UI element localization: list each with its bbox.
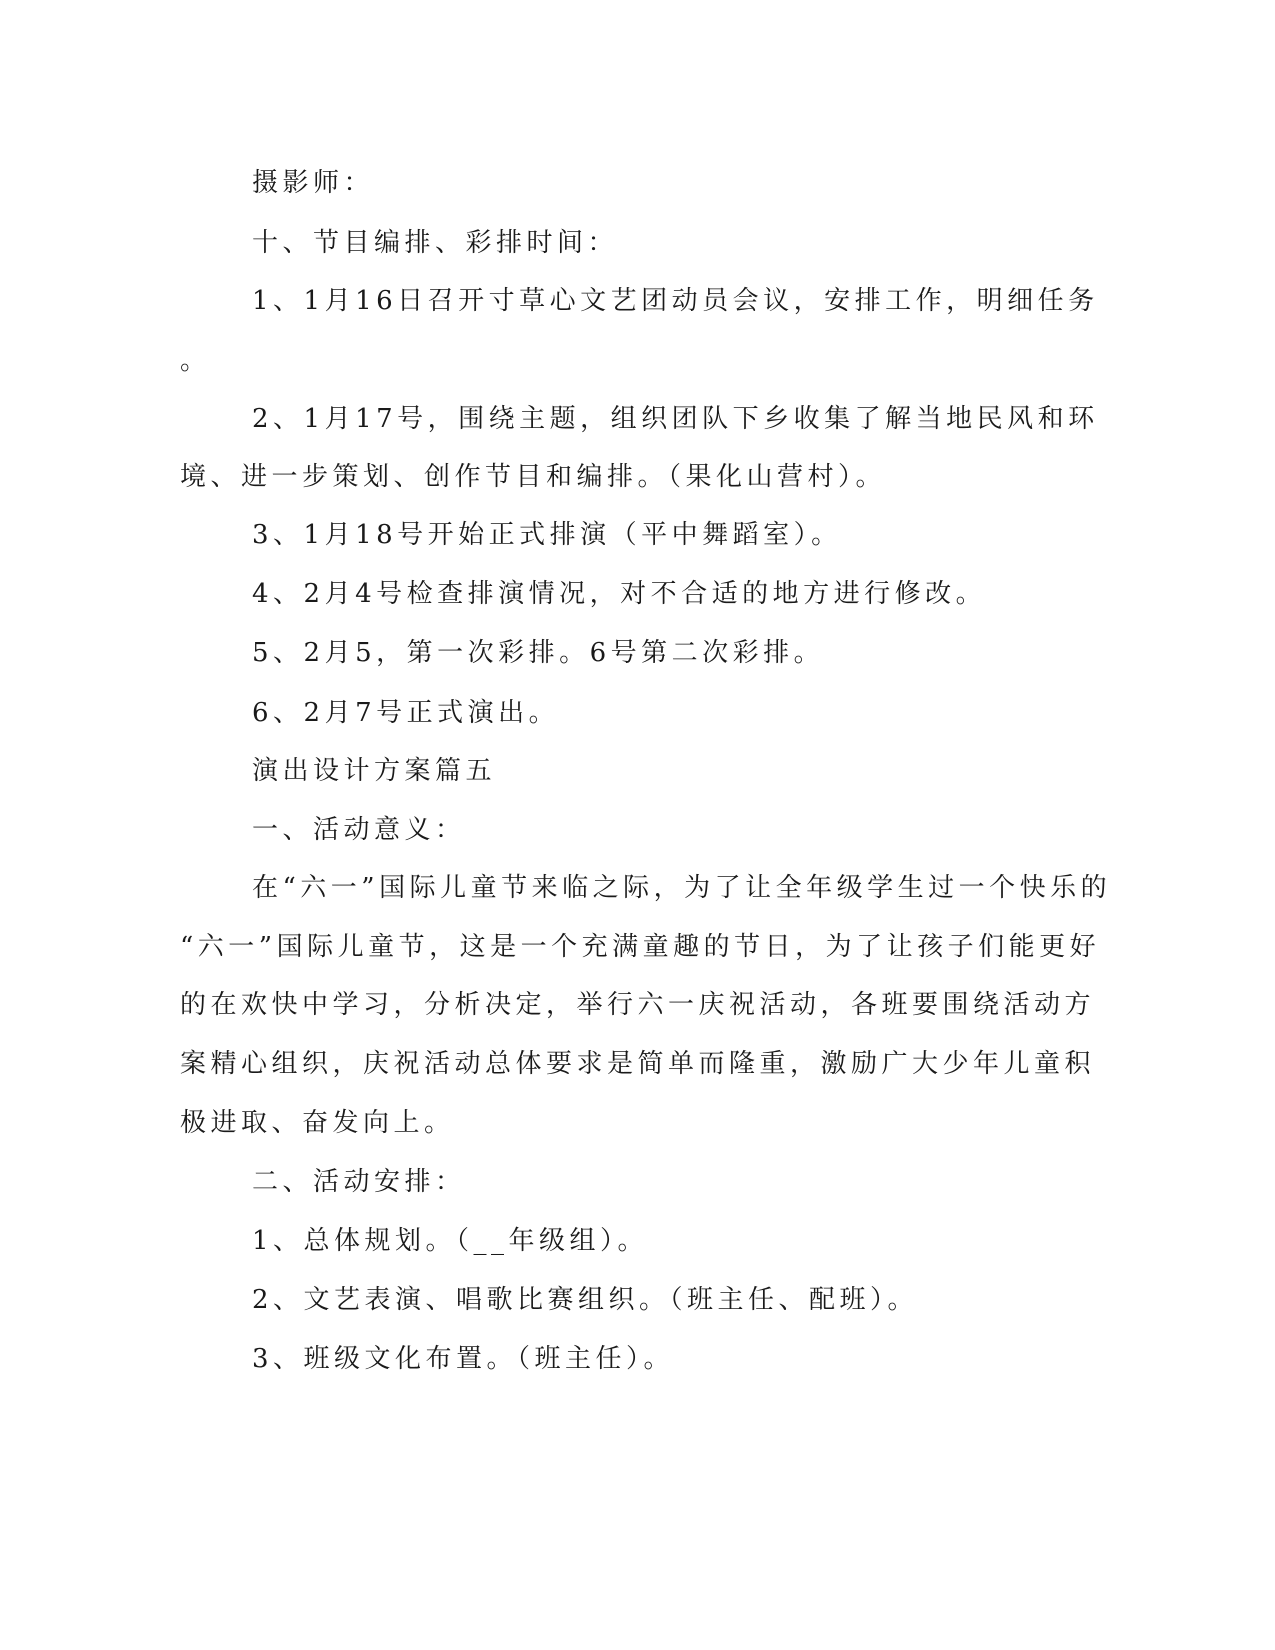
chapter-title-part-five: 演出设计方案篇五 — [252, 756, 497, 786]
text-line-photographer: 摄影师： — [252, 168, 375, 198]
paragraph-line-4: 案精心组织，庆祝活动总体要求是简单而隆重，激励广大少年儿童积 — [180, 1049, 1096, 1079]
paragraph-line-5: 极进取、奋发向上。 — [180, 1108, 455, 1138]
schedule-item-3: 3、1月18号开始正式排演（平中舞蹈室）。 — [252, 520, 842, 550]
paragraph-line-1: 在“六一”国际儿童节来临之际，为了让全年级学生过一个快乐的 — [252, 873, 1112, 903]
section-heading-significance: 一、活动意义： — [252, 815, 466, 845]
arrangement-item-2: 2、文艺表演、唱歌比赛组织。（班主任、配班）。 — [252, 1285, 919, 1315]
arrangement-item-1: 1、总体规划。（__年级组）。 — [252, 1226, 649, 1256]
paragraph-line-3: 的在欢快中学习，分析决定，举行六一庆祝活动，各班要围绕活动方 — [180, 990, 1096, 1020]
schedule-item-2: 2、1月17号，围绕主题，组织团队下乡收集了解当地民风和环 — [252, 404, 1099, 434]
paragraph-line-2: “六一”国际儿童节，这是一个充满童趣的节日，为了让孩子们能更好 — [180, 932, 1101, 962]
arrangement-item-3: 3、班级文化布置。（班主任）。 — [252, 1344, 675, 1374]
section-heading-schedule: 十、节目编排、彩排时间： — [252, 228, 619, 258]
section-heading-arrangement: 二、活动安排： — [252, 1167, 466, 1197]
schedule-item-1-continuation: 。 — [180, 346, 211, 376]
schedule-item-4: 4、2月4号检查排演情况，对不合适的地方进行修改。 — [252, 579, 987, 609]
schedule-item-2-continuation: 境、进一步策划、创作节目和编排。（果化山营村）。 — [180, 462, 887, 492]
schedule-item-5: 5、2月5，第一次彩排。6号第二次彩排。 — [252, 638, 825, 668]
schedule-item-1: 1、1月16日召开寸草心文艺团动员会议，安排工作，明细任务 — [252, 286, 1099, 316]
schedule-item-6: 6、2月7号正式演出。 — [252, 698, 560, 728]
